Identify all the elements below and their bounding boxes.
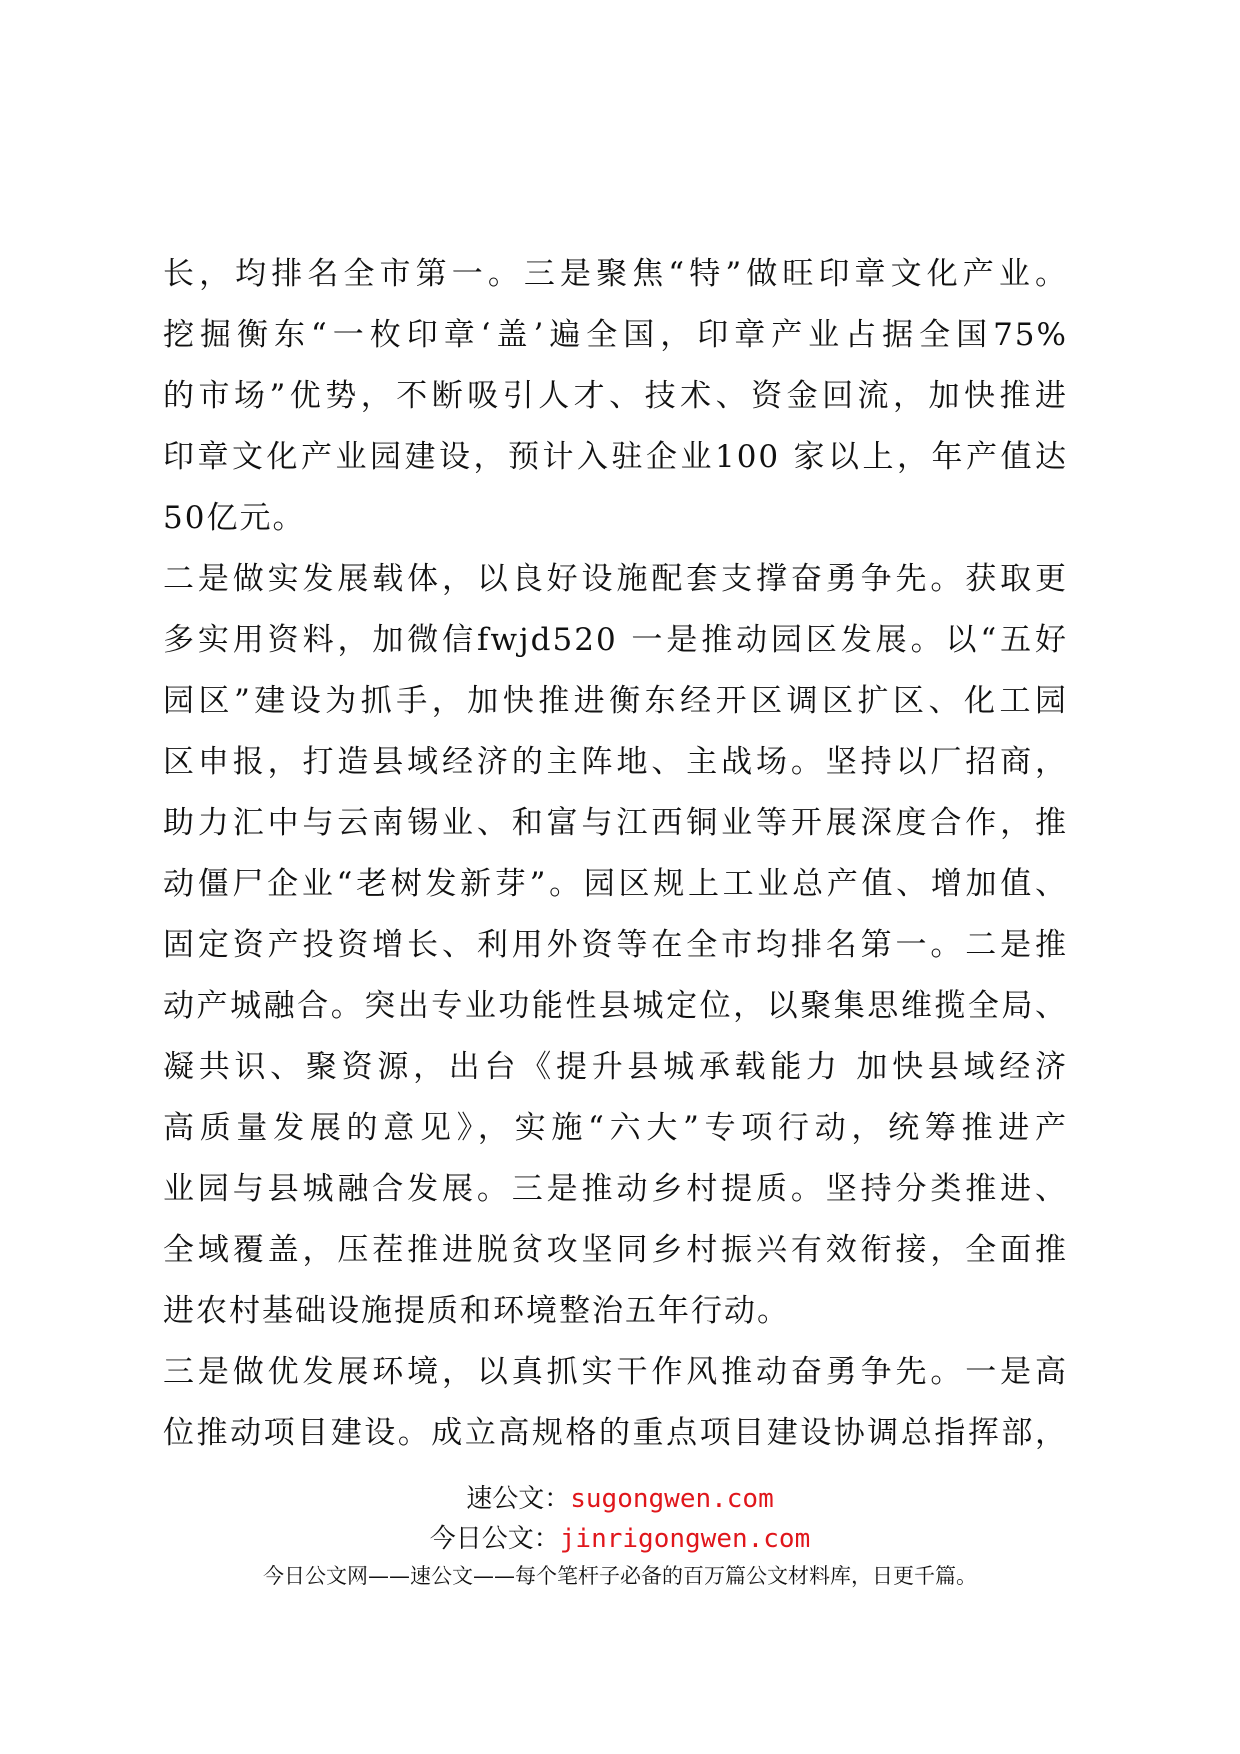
text-line: 50亿元。 bbox=[163, 500, 306, 536]
text-line: 印章文化产业园建设，预计入驻企业100 家以上，年产值达 bbox=[163, 439, 1068, 475]
document-body bbox=[163, 244, 1068, 1464]
text-line: 全域覆盖，压茬推进脱贫攻坚同乡村振兴有效衔接，全面推 bbox=[163, 1232, 1068, 1268]
text-line: 助力汇中与云南锡业、和富与江西铜业等开展深度合作，推 bbox=[163, 805, 1068, 841]
text-line: 位推动项目建设。成立高规格的重点项目建设协调总指挥部， bbox=[163, 1415, 1068, 1451]
footer-jinrigongwen bbox=[0, 1518, 1240, 1555]
text-line: 挖掘衡东“一枚印章‘盖’遍全国，印章产业占据全国75% bbox=[163, 317, 1068, 353]
text-line: 业园与县城融合发展。三是推动乡村提质。坚持分类推进、 bbox=[163, 1171, 1068, 1207]
text-line: 进农村基础设施提质和环境整治五年行动。 bbox=[163, 1293, 790, 1329]
text-line: 多实用资料，加微信fwjd520 一是推动园区发展。以“五好 bbox=[163, 622, 1068, 658]
text-line: 长，均排名全市第一。三是聚焦“特”做旺印章文化产业。 bbox=[163, 256, 1068, 292]
text-line: 园区”建设为抓手，加快推进衡东经开区调区扩区、化工园 bbox=[163, 683, 1068, 719]
text-line: 凝共识、聚资源，出台《提升县城承载能力 加快县域经济 bbox=[163, 1049, 1068, 1085]
text-line: 二是做实发展载体，以良好设施配套支撑奋勇争先。获取更 bbox=[163, 561, 1068, 597]
text-line: 区申报，打造县域经济的主阵地、主战场。坚持以厂招商， bbox=[163, 744, 1068, 780]
text-line: 固定资产投资增长、利用外资等在全市均排名第一。二是推 bbox=[163, 927, 1068, 963]
footer-sugongwen bbox=[0, 1478, 1240, 1515]
footer-slogan: 今日公文网——速公文——每个笔杆子必备的百万篇公文材料库，日更千篇。 bbox=[263, 1564, 977, 1588]
jinrigongwen-link[interactable]: jinrigongwen.com bbox=[559, 1524, 811, 1554]
text-line: 动产城融合。突出专业功能性县城定位，以聚集思维揽全局、 bbox=[163, 988, 1068, 1024]
text-line: 动僵尸企业“老树发新芽”。园区规上工业总产值、增加值、 bbox=[163, 866, 1068, 902]
text-line: 三是做优发展环境，以真抓实干作风推动奋勇争先。一是高 bbox=[163, 1354, 1068, 1390]
text-line: 的市场”优势，不断吸引人才、技术、资金回流，加快推进 bbox=[163, 378, 1068, 414]
footer-label: 今日公文： bbox=[429, 1524, 560, 1554]
sugongwen-link[interactable]: sugongwen.com bbox=[570, 1484, 774, 1514]
text-line: 高质量发展的意见》，实施“六大”专项行动，统筹推进产 bbox=[163, 1110, 1068, 1146]
footer-label: 速公文： bbox=[466, 1484, 571, 1514]
